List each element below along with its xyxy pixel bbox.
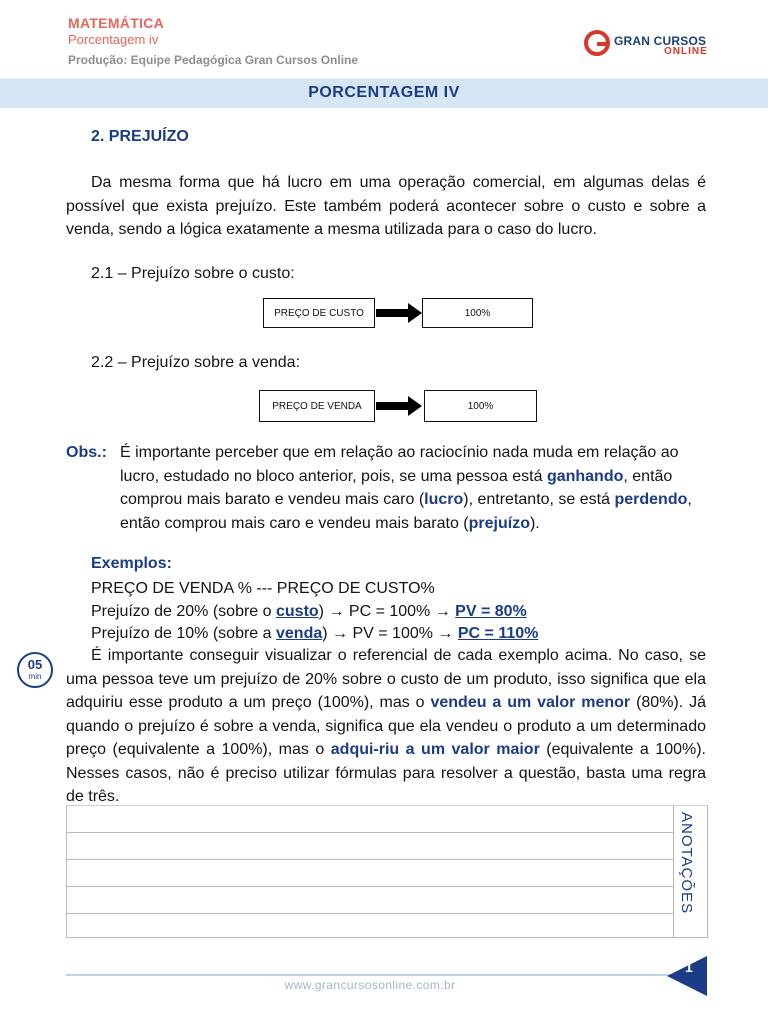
arrow-right-icon xyxy=(376,396,422,416)
keyword-lucro: lucro xyxy=(424,491,464,508)
obs-paragraph: É importante perceber que em relação ao raciocínio nada muda em relação ao lucro, estudado no bloco anterior, pois, se uma pessoa está ganhando, então comprou mais barato e vendeu mais caro (lucro), entretanto, se está perdendo, então comprou mais caro e vendeu mais barato (prejuízo). xyxy=(120,444,692,532)
page-title: PORCENTAGEM IV xyxy=(308,84,460,101)
notes-side-label-box xyxy=(674,806,708,937)
notes-lines xyxy=(67,806,674,937)
sale-price-box: PREÇO DE VENDA xyxy=(259,390,375,422)
notes-label: ANOTAÇÕES xyxy=(678,812,695,915)
header-subject: MATEMÁTICA xyxy=(68,15,165,31)
notes-rule xyxy=(67,832,673,833)
notes-area[interactable] xyxy=(66,805,708,938)
gran-cursos-logo xyxy=(584,30,708,60)
logo-line1: GRAN CURSOS xyxy=(614,34,707,48)
footer-url[interactable]: www.grancursosonline.com.br xyxy=(284,978,456,992)
intro-paragraph: Da mesma forma que há lucro em uma operação comercial, em algumas delas é possível que exista prejuízo. Este também poderá acontecer sobre o custo e sobre a venda, sendo a lógica exatamente a mesma utilizada para o caso do lucro. xyxy=(66,174,706,238)
timer-number: 05 xyxy=(27,657,43,672)
title-band xyxy=(0,78,768,108)
subsection-cost-label: 2.1 – Prejuízo sobre o custo: xyxy=(91,265,295,282)
example-line-1: PREÇO DE VENDA % --- PREÇO DE CUSTO% xyxy=(91,580,435,597)
example-line-3: Prejuízo de 10% (sobre a venda) → PV = 100% → PC = 110% xyxy=(91,625,539,642)
arrow-right-icon xyxy=(376,303,422,323)
notes-rule xyxy=(67,886,673,887)
cost-percent-box: 100% xyxy=(422,298,533,328)
keyword-vendeu-menor: vendeu a um valor menor xyxy=(430,694,631,711)
keyword-adquiriu-maior: adqui-riu a um valor maior xyxy=(330,741,540,758)
cost-price-box: PREÇO DE CUSTO xyxy=(263,298,375,328)
example-line-2: Prejuízo de 20% (sobre o custo) → PC = 100% → PV = 80% xyxy=(91,603,527,620)
timer-badge xyxy=(17,652,53,688)
footer-divider xyxy=(66,974,676,976)
logo-g-icon xyxy=(584,30,610,56)
keyword-prejuizo: prejuízo xyxy=(468,514,530,532)
timer-unit: min xyxy=(28,672,42,681)
explanation-paragraph: É importante conseguir visualizar o referencial de cada exemplo acima. No caso, se uma pessoa teve um prejuízo de 20% sobre o custo de um produto, isso significa que ela adquiriu esse produto a um preço (100%), mas o vendeu a um valor menor (80%). Já quando o prejuízo é sobre a venda, significa que ela vendeu o produto a um determinado preço (equivalente a 100%), mas o adqui-riu a um valor maior (equivalente a 100%). Nesses casos, não é preciso utilizar fórmulas para resolver a questão, basta uma regra de três. xyxy=(66,647,706,805)
header-producao: Produção: Equipe Pedagógica Gran Cursos Online xyxy=(68,53,359,67)
obs-label: Obs.: xyxy=(66,444,107,461)
header-topic: Porcentagem iv xyxy=(68,32,159,47)
sale-percent-box: 100% xyxy=(424,390,537,422)
notes-rule xyxy=(67,859,673,860)
notes-rule xyxy=(67,913,673,914)
section-title: 2. PREJUÍZO xyxy=(91,128,189,145)
keyword-perdendo: perdendo xyxy=(614,491,688,508)
subsection-sale-label: 2.2 – Prejuízo sobre a venda: xyxy=(91,354,301,371)
keyword-ganhando: ganhando xyxy=(546,467,624,485)
examples-title: Exemplos: xyxy=(91,555,172,572)
logo-line2: ONLINE xyxy=(664,46,708,57)
page-number: 1 xyxy=(685,959,693,975)
